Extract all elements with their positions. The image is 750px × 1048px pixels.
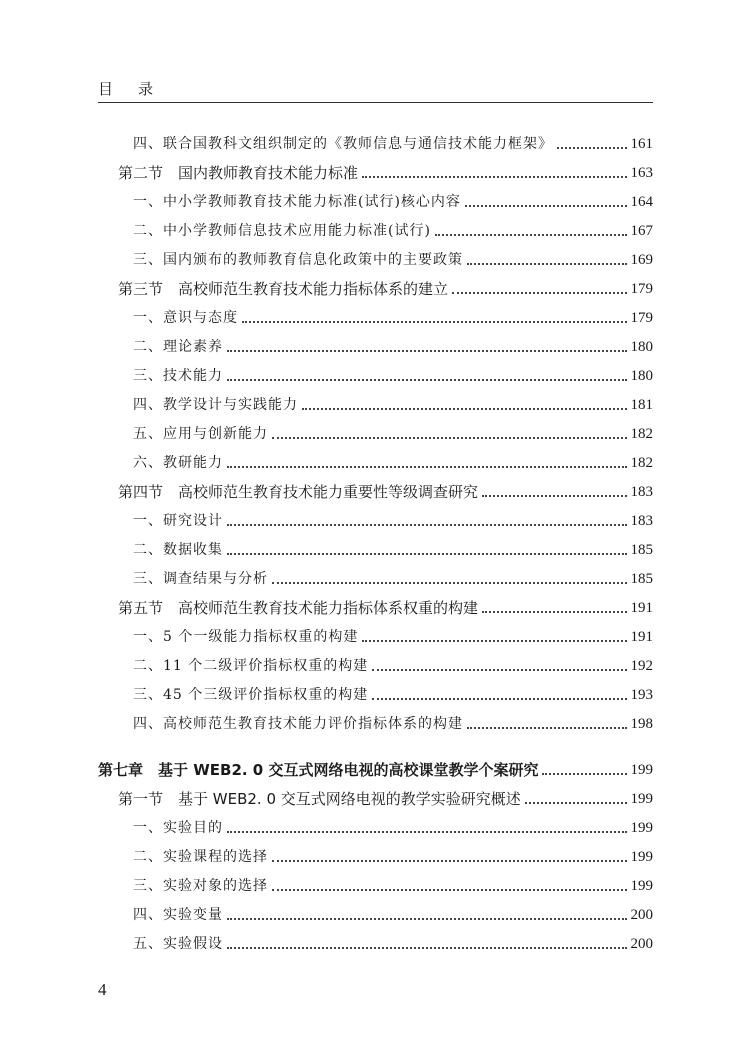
toc-entry-page: 191 xyxy=(630,600,653,616)
toc-entry-title: 第七章 基于 WEB2. 0 交互式网络电视的高校课堂教学个案研究 xyxy=(98,761,539,779)
toc-entry xyxy=(133,846,653,868)
toc-entry-title: 六、教研能力 xyxy=(133,455,223,471)
toc-entry-page: 199 xyxy=(630,762,653,778)
dot-leader xyxy=(272,436,627,439)
toc-entry xyxy=(133,394,653,416)
toc-entry xyxy=(133,307,653,329)
toc-entry-title: 五、应用与创新能力 xyxy=(133,426,268,442)
dot-leader xyxy=(227,349,627,352)
toc-entry-title: 四、教学设计与实践能力 xyxy=(133,397,298,413)
dot-leader xyxy=(435,233,627,236)
toc-entry-page: 163 xyxy=(630,165,653,181)
dot-leader xyxy=(227,917,627,920)
toc-entry xyxy=(133,510,653,532)
toc-entry-title: 四、实验变量 xyxy=(133,907,223,923)
toc-entry-title: 一、意识与态度 xyxy=(133,310,238,326)
dot-leader xyxy=(525,801,627,804)
dot-leader xyxy=(227,552,627,555)
toc-entry-page: 192 xyxy=(630,658,653,674)
toc-entry xyxy=(118,597,653,619)
toc-entry xyxy=(118,278,653,300)
dot-leader xyxy=(465,204,627,207)
header-char-1: 目 xyxy=(98,80,116,98)
toc-entry-title: 一、实验目的 xyxy=(133,820,223,836)
toc-entry-page: 200 xyxy=(630,936,653,952)
dot-leader xyxy=(302,407,627,410)
toc-entry xyxy=(133,655,653,677)
toc-entry-title: 二、11 个二级评价指标权重的构建 xyxy=(133,658,369,674)
toc-entry xyxy=(133,423,653,445)
page-number: 4 xyxy=(98,980,107,999)
dot-leader xyxy=(557,146,627,149)
toc-entry-title: 二、实验课程的选择 xyxy=(133,849,268,865)
toc-entry-page: 180 xyxy=(630,339,653,355)
toc-entry-page: 198 xyxy=(630,716,653,732)
toc-entry-page: 199 xyxy=(630,878,653,894)
toc-entry-page: 169 xyxy=(630,252,653,268)
dot-leader xyxy=(227,465,627,468)
toc-entry xyxy=(133,249,653,271)
toc-entry xyxy=(118,481,653,503)
toc-entry xyxy=(133,568,653,590)
toc-entry xyxy=(133,875,653,897)
toc-entry-page: 199 xyxy=(630,849,653,865)
dot-leader xyxy=(227,830,627,833)
dot-leader xyxy=(482,610,626,613)
toc-entry-title: 三、国内颁布的教师教育信息化政策中的主要政策 xyxy=(133,252,463,268)
toc-entry-title: 二、数据收集 xyxy=(133,542,223,558)
toc-entry-title: 三、技术能力 xyxy=(133,368,223,384)
dot-leader xyxy=(242,320,627,323)
toc-entry-title: 一、研究设计 xyxy=(133,513,223,529)
toc-entry-page: 179 xyxy=(630,310,653,326)
toc-entry-title: 一、中小学教师教育技术能力标准(试行)核心内容 xyxy=(133,194,461,210)
toc-entry-title: 四、联合国教科文组织制定的《教师信息与通信技术能力框架》 xyxy=(133,136,553,152)
toc-entry xyxy=(133,220,653,242)
toc-entry xyxy=(118,162,653,184)
toc-entry-page: 191 xyxy=(630,629,653,645)
toc-entry-page: 182 xyxy=(630,455,653,471)
dot-leader xyxy=(362,175,626,178)
toc-entry-title: 三、45 个三级评价指标权重的构建 xyxy=(133,687,369,703)
toc-entry-title: 第一节 基于 WEB2. 0 交互式网络电视的教学实验研究概述 xyxy=(118,790,521,808)
toc-entry xyxy=(133,336,653,358)
toc-entry-page: 199 xyxy=(630,820,653,836)
dot-leader xyxy=(227,523,627,526)
dot-leader xyxy=(272,888,627,891)
toc-entry-page: 179 xyxy=(630,281,653,297)
toc-entry xyxy=(118,788,653,810)
toc-entry-title: 二、中小学教师信息技术应用能力标准(试行) xyxy=(133,223,431,239)
toc-entry-title: 第五节 高校师范生教育技术能力指标体系权重的构建 xyxy=(118,599,479,617)
toc-entry-page: 193 xyxy=(630,687,653,703)
toc-entry-page: 199 xyxy=(630,791,653,807)
toc-entry xyxy=(133,539,653,561)
toc-entry-page: 200 xyxy=(630,907,653,923)
toc-entry xyxy=(133,817,653,839)
toc-entry xyxy=(133,452,653,474)
toc-entry-title: 第二节 国内教师教育技术能力标准 xyxy=(118,164,359,182)
toc-entry-title: 四、高校师范生教育技术能力评价指标体系的构建 xyxy=(133,716,463,732)
dot-leader xyxy=(227,946,627,949)
toc-entry-page: 164 xyxy=(630,194,653,210)
toc-entry xyxy=(133,904,653,926)
toc-entry-page: 161 xyxy=(630,136,653,152)
dot-leader xyxy=(272,859,627,862)
toc-entry-title: 第四节 高校师范生教育技术能力重要性等级调查研究 xyxy=(118,483,479,501)
dot-leader xyxy=(372,668,626,671)
dot-leader xyxy=(482,494,626,497)
dot-leader xyxy=(227,378,627,381)
toc-entry-page: 183 xyxy=(630,513,653,529)
dot-leader xyxy=(272,581,627,584)
toc-entry-page: 181 xyxy=(630,397,653,413)
toc-entry xyxy=(98,759,653,781)
toc-entry-title: 五、实验假设 xyxy=(133,936,223,952)
dot-leader xyxy=(452,291,626,294)
dot-leader xyxy=(362,639,626,642)
toc-entry-title: 三、调查结果与分析 xyxy=(133,571,268,587)
toc-entry-page: 185 xyxy=(630,542,653,558)
toc-entry-title: 第三节 高校师范生教育技术能力指标体系的建立 xyxy=(118,280,449,298)
dot-leader xyxy=(372,697,626,700)
toc-entry-title: 二、理论素养 xyxy=(133,339,223,355)
toc-entry xyxy=(133,133,653,155)
header-char-2: 录 xyxy=(138,80,156,98)
dot-leader xyxy=(467,262,627,265)
toc-entry-page: 185 xyxy=(630,571,653,587)
toc-entry xyxy=(133,684,653,706)
dot-leader xyxy=(467,726,627,729)
dot-leader xyxy=(542,772,626,775)
toc-entry-title: 一、5 个一级能力指标权重的构建 xyxy=(133,629,359,645)
toc-entry-title: 三、实验对象的选择 xyxy=(133,878,268,894)
toc-entry xyxy=(133,713,653,735)
header-rule xyxy=(98,102,653,103)
toc-entry-page: 180 xyxy=(630,368,653,384)
toc-entry-page: 183 xyxy=(630,484,653,500)
toc-entry xyxy=(133,191,653,213)
toc-entry xyxy=(133,365,653,387)
toc-entry xyxy=(133,626,653,648)
toc-entry-page: 182 xyxy=(630,426,653,442)
toc-entry xyxy=(133,933,653,955)
toc-entry-page: 167 xyxy=(630,223,653,239)
